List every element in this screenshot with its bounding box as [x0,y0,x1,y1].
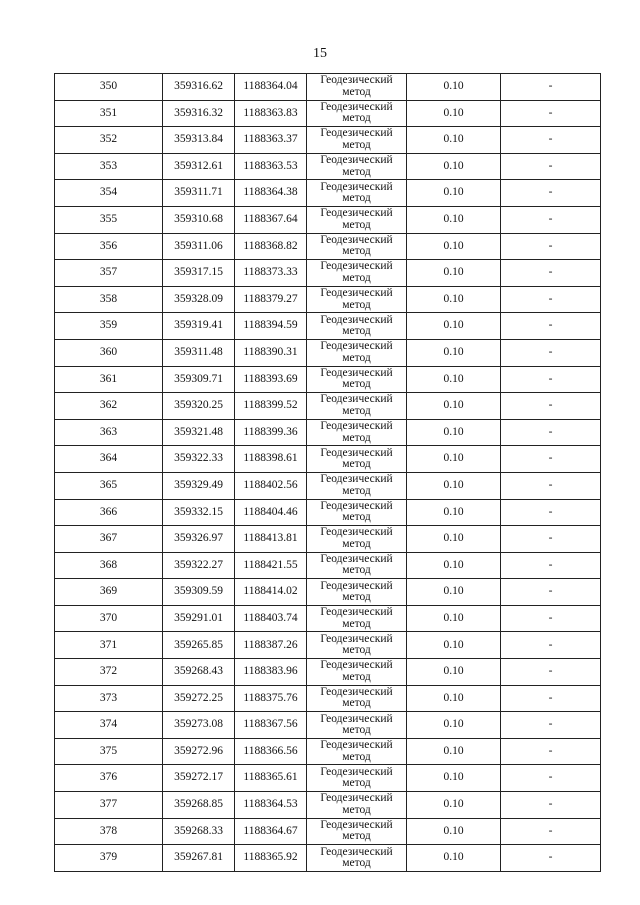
x-coordinate-cell: 359267.81 [163,845,235,872]
method-text: Геодезический метод [320,606,393,630]
remark-cell: - [501,127,601,154]
method-text: Геодезический метод [320,499,393,524]
table-row [55,313,601,340]
y-coordinate-cell: 1188367.64 [235,206,307,233]
method-text: Геодезический метод [320,526,393,550]
x-coordinate-cell: 359309.59 [163,579,235,606]
accuracy-cell: 0.10 [407,818,501,845]
method-cell [307,100,407,127]
accuracy-cell: 0.10 [407,206,501,233]
y-coordinate-cell: 1188364.53 [235,792,307,819]
method-cell [307,366,407,393]
y-coordinate-cell: 1188403.74 [235,605,307,632]
remark-cell: - [501,526,601,553]
method-text: Геодезический метод [320,366,393,391]
y-coordinate-cell: 1188394.59 [235,313,307,340]
accuracy-cell: 0.10 [407,233,501,260]
remark-cell: - [501,659,601,686]
x-coordinate-cell: 359319.41 [163,313,235,340]
remark-cell: - [501,100,601,127]
remark-cell: - [501,765,601,792]
point-number-cell: 372 [55,659,163,686]
table-row [55,419,601,446]
point-number-cell: 375 [55,738,163,765]
y-coordinate-cell: 1188366.56 [235,738,307,765]
y-coordinate-cell: 1188364.38 [235,180,307,207]
accuracy-cell: 0.10 [407,605,501,632]
remark-cell: - [501,845,601,872]
table-row [55,233,601,260]
y-coordinate-cell: 1188364.04 [235,74,307,101]
point-number-cell: 350 [55,74,163,101]
point-number-cell: 364 [55,446,163,473]
method-cell [307,260,407,287]
table-row [55,127,601,154]
remark-cell: - [501,446,601,473]
y-coordinate-cell: 1188383.96 [235,659,307,686]
x-coordinate-cell: 359311.06 [163,233,235,260]
y-coordinate-cell: 1188363.83 [235,100,307,127]
method-cell [307,419,407,446]
x-coordinate-cell: 359268.33 [163,818,235,845]
point-number-cell: 356 [55,233,163,260]
accuracy-cell: 0.10 [407,260,501,287]
method-text: Геодезический метод [320,207,393,231]
x-coordinate-cell: 359309.71 [163,366,235,393]
x-coordinate-cell: 359332.15 [163,499,235,526]
table-row [55,100,601,127]
page-number: 15 [313,46,327,61]
y-coordinate-cell: 1188393.69 [235,366,307,393]
table-row [55,472,601,499]
method-cell [307,765,407,792]
method-cell [307,499,407,526]
x-coordinate-cell: 359322.33 [163,446,235,473]
y-coordinate-cell: 1188399.36 [235,419,307,446]
x-coordinate-cell: 359268.85 [163,792,235,819]
accuracy-cell: 0.10 [407,180,501,207]
point-number-cell: 352 [55,127,163,154]
point-number-cell: 379 [55,845,163,872]
x-coordinate-cell: 359268.43 [163,659,235,686]
point-number-cell: 353 [55,153,163,180]
method-text: Геодезический метод [320,845,393,870]
method-cell [307,659,407,686]
remark-cell: - [501,180,601,207]
accuracy-cell: 0.10 [407,339,501,366]
method-text: Геодезический метод [320,154,393,178]
method-cell [307,685,407,712]
y-coordinate-cell: 1188404.46 [235,499,307,526]
accuracy-cell: 0.10 [407,153,501,180]
method-text: Геодезический метод [320,420,393,444]
y-coordinate-cell: 1188368.82 [235,233,307,260]
accuracy-cell: 0.10 [407,845,501,872]
method-cell [307,339,407,366]
accuracy-cell: 0.10 [407,685,501,712]
table-row [55,818,601,845]
point-number-cell: 351 [55,100,163,127]
table-row [55,446,601,473]
remark-cell: - [501,286,601,313]
x-coordinate-cell: 359321.48 [163,419,235,446]
y-coordinate-cell: 1188375.76 [235,685,307,712]
method-text: Геодезический метод [320,473,393,497]
x-coordinate-cell: 359265.85 [163,632,235,659]
point-number-cell: 363 [55,419,163,446]
method-cell [307,605,407,632]
table-row [55,579,601,606]
method-cell [307,472,407,499]
y-coordinate-cell: 1188402.56 [235,472,307,499]
method-cell [307,127,407,154]
method-text: Геодезический метод [320,765,393,790]
point-number-cell: 370 [55,605,163,632]
remark-cell: - [501,632,601,659]
method-cell [307,74,407,101]
point-number-cell: 357 [55,260,163,287]
accuracy-cell: 0.10 [407,792,501,819]
remark-cell: - [501,393,601,420]
x-coordinate-cell: 359272.17 [163,765,235,792]
remark-cell: - [501,153,601,180]
accuracy-cell: 0.10 [407,499,501,526]
table-row [55,712,601,739]
point-number-cell: 376 [55,765,163,792]
x-coordinate-cell: 359311.71 [163,180,235,207]
point-number-cell: 377 [55,792,163,819]
point-number-cell: 373 [55,685,163,712]
accuracy-cell: 0.10 [407,446,501,473]
x-coordinate-cell: 359316.32 [163,100,235,127]
remark-cell: - [501,233,601,260]
accuracy-cell: 0.10 [407,738,501,765]
accuracy-cell: 0.10 [407,127,501,154]
table-row [55,605,601,632]
method-cell [307,313,407,340]
method-text: Геодезический метод [320,287,393,311]
accuracy-cell: 0.10 [407,419,501,446]
x-coordinate-cell: 359312.61 [163,153,235,180]
method-text: Геодезический метод [320,74,393,98]
method-text: Геодезический метод [320,552,393,577]
y-coordinate-cell: 1188387.26 [235,632,307,659]
table-row [55,74,601,101]
remark-cell: - [501,605,601,632]
method-text: Геодезический метод [320,659,393,683]
point-number-cell: 361 [55,366,163,393]
remark-cell: - [501,313,601,340]
point-number-cell: 374 [55,712,163,739]
method-text: Геодезический метод [320,260,393,284]
y-coordinate-cell: 1188414.02 [235,579,307,606]
y-coordinate-cell: 1188363.53 [235,153,307,180]
y-coordinate-cell: 1188367.56 [235,712,307,739]
method-cell [307,845,407,872]
table-row [55,260,601,287]
y-coordinate-cell: 1188413.81 [235,526,307,553]
coordinates-table-body [55,74,601,872]
accuracy-cell: 0.10 [407,712,501,739]
method-text: Геодезический метод [320,127,393,151]
method-cell [307,393,407,420]
table-row [55,685,601,712]
method-cell [307,286,407,313]
accuracy-cell: 0.10 [407,765,501,792]
accuracy-cell: 0.10 [407,579,501,606]
x-coordinate-cell: 359316.62 [163,74,235,101]
method-text: Геодезический метод [320,632,393,657]
table-row [55,206,601,233]
table-row [55,499,601,526]
x-coordinate-cell: 359326.97 [163,526,235,553]
accuracy-cell: 0.10 [407,659,501,686]
y-coordinate-cell: 1188390.31 [235,339,307,366]
x-coordinate-cell: 359313.84 [163,127,235,154]
table-row [55,339,601,366]
coordinates-table [54,73,601,872]
y-coordinate-cell: 1188364.67 [235,818,307,845]
remark-cell: - [501,712,601,739]
table-row [55,792,601,819]
x-coordinate-cell: 359273.08 [163,712,235,739]
remark-cell: - [501,74,601,101]
remark-cell: - [501,738,601,765]
method-text: Геодезический метод [320,579,393,604]
method-cell [307,180,407,207]
method-cell [307,526,407,553]
y-coordinate-cell: 1188421.55 [235,552,307,579]
method-cell [307,233,407,260]
method-text: Геодезический метод [320,818,393,843]
table-row [55,845,601,872]
table-row [55,286,601,313]
accuracy-cell: 0.10 [407,366,501,393]
y-coordinate-cell: 1188399.52 [235,393,307,420]
method-cell [307,552,407,579]
remark-cell: - [501,552,601,579]
accuracy-cell: 0.10 [407,552,501,579]
point-number-cell: 358 [55,286,163,313]
method-text: Геодезический метод [320,180,393,205]
method-cell [307,632,407,659]
table-row [55,393,601,420]
accuracy-cell: 0.10 [407,313,501,340]
method-text: Геодезический метод [320,340,393,364]
remark-cell: - [501,472,601,499]
method-cell [307,153,407,180]
method-text: Геодезический метод [320,446,393,471]
x-coordinate-cell: 359320.25 [163,393,235,420]
method-text: Геодезический метод [320,712,393,737]
y-coordinate-cell: 1188379.27 [235,286,307,313]
method-cell [307,446,407,473]
x-coordinate-cell: 359291.01 [163,605,235,632]
method-text: Геодезический метод [320,100,393,125]
point-number-cell: 355 [55,206,163,233]
accuracy-cell: 0.10 [407,286,501,313]
point-number-cell: 354 [55,180,163,207]
accuracy-cell: 0.10 [407,632,501,659]
accuracy-cell: 0.10 [407,393,501,420]
method-cell [307,738,407,765]
method-text: Геодезический метод [320,739,393,763]
x-coordinate-cell: 359272.96 [163,738,235,765]
remark-cell: - [501,206,601,233]
x-coordinate-cell: 359311.48 [163,339,235,366]
remark-cell: - [501,818,601,845]
y-coordinate-cell: 1188398.61 [235,446,307,473]
accuracy-cell: 0.10 [407,74,501,101]
point-number-cell: 378 [55,818,163,845]
point-number-cell: 365 [55,472,163,499]
remark-cell: - [501,792,601,819]
x-coordinate-cell: 359328.09 [163,286,235,313]
point-number-cell: 360 [55,339,163,366]
point-number-cell: 366 [55,499,163,526]
method-cell [307,818,407,845]
remark-cell: - [501,366,601,393]
remark-cell: - [501,419,601,446]
accuracy-cell: 0.10 [407,526,501,553]
point-number-cell: 371 [55,632,163,659]
method-text: Геодезический метод [320,792,393,816]
method-cell [307,579,407,606]
remark-cell: - [501,685,601,712]
remark-cell: - [501,499,601,526]
remark-cell: - [501,260,601,287]
table-row [55,366,601,393]
method-cell [307,206,407,233]
table-row [55,765,601,792]
x-coordinate-cell: 359322.27 [163,552,235,579]
y-coordinate-cell: 1188373.33 [235,260,307,287]
x-coordinate-cell: 359310.68 [163,206,235,233]
point-number-cell: 359 [55,313,163,340]
remark-cell: - [501,339,601,366]
table-row [55,552,601,579]
remark-cell: - [501,579,601,606]
table-row [55,632,601,659]
method-cell [307,792,407,819]
table-row [55,526,601,553]
y-coordinate-cell: 1188363.37 [235,127,307,154]
method-text: Геодезический метод [320,233,393,258]
table-row [55,180,601,207]
method-text: Геодезический метод [320,313,393,338]
accuracy-cell: 0.10 [407,472,501,499]
accuracy-cell: 0.10 [407,100,501,127]
point-number-cell: 367 [55,526,163,553]
table-row [55,738,601,765]
method-text: Геодезический метод [320,685,393,710]
x-coordinate-cell: 359272.25 [163,685,235,712]
x-coordinate-cell: 359329.49 [163,472,235,499]
table-row [55,659,601,686]
point-number-cell: 368 [55,552,163,579]
x-coordinate-cell: 359317.15 [163,260,235,287]
method-cell [307,712,407,739]
y-coordinate-cell: 1188365.92 [235,845,307,872]
point-number-cell: 369 [55,579,163,606]
point-number-cell: 362 [55,393,163,420]
y-coordinate-cell: 1188365.61 [235,765,307,792]
table-row [55,153,601,180]
method-text: Геодезический метод [320,393,393,417]
